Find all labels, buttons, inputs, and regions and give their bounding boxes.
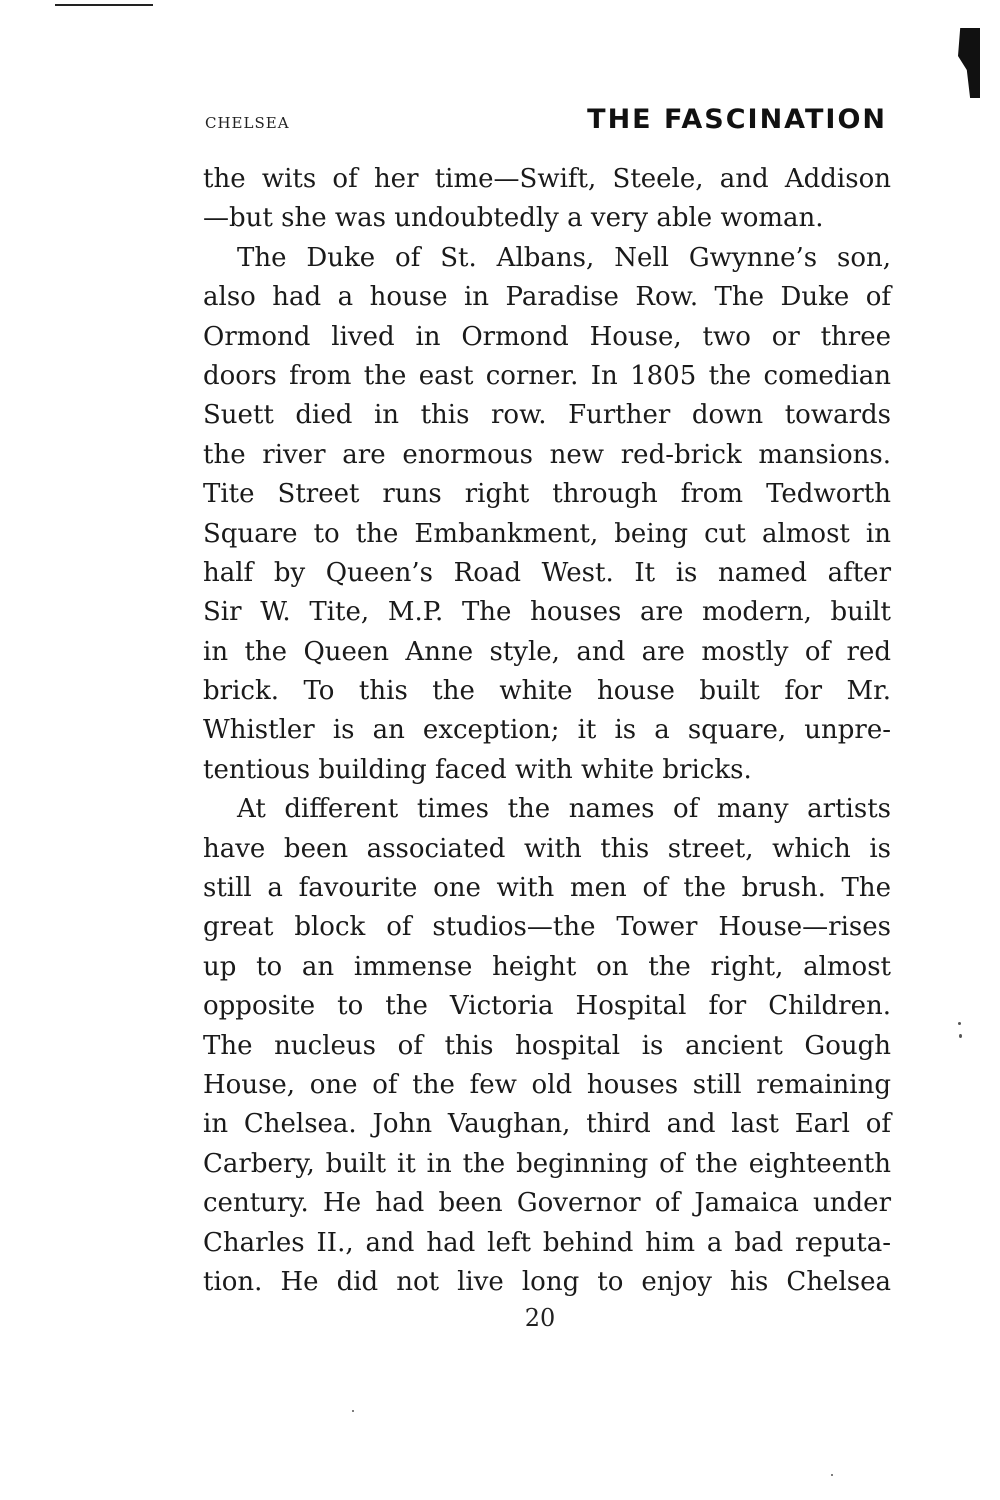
text-line: opposite to the Victoria Hospital for Children. — [203, 991, 891, 1022]
text-line: —but she was undoubtedly a very able woman. — [203, 203, 824, 234]
text-line: Ormond lived in Ormond House, two or three — [203, 321, 891, 352]
text-line: Charles II., and had left behind him a bad reputa- — [203, 1227, 891, 1258]
text-line: House, one of the few old houses still remaining — [203, 1069, 891, 1100]
text-line: doors from the east corner. In 1805 the comedian — [203, 360, 891, 391]
text-line: brick. To this the white house built for Mr. — [203, 676, 891, 707]
text-line: tion. He did not live long to enjoy his Chelsea — [203, 1266, 891, 1297]
text-line: half by Queen’s Road West. It is named after — [203, 557, 891, 588]
text-line: the river are enormous new red-brick mansions. — [203, 439, 891, 470]
text-line: The Duke of St. Albans, Nell Gwynne’s son, — [237, 242, 891, 273]
text-line: in Chelsea. John Vaughan, third and last Earl of — [203, 1109, 891, 1140]
text-line: Suett died in this row. Further down towards — [203, 400, 891, 431]
page-heading: THE FASCINATION — [587, 104, 887, 135]
text-line: in the Queen Anne style, and are mostly of red — [203, 636, 891, 667]
text-line: tentious building faced with white bricks. — [203, 754, 752, 785]
text-line: Carbery, built it in the beginning of the eighteenth — [203, 1148, 891, 1179]
text-line: up to an immense height on the right, almost — [203, 951, 891, 982]
text-line: Whistler is an exception; it is a square, unpre- — [203, 715, 891, 746]
text-line: great block of studios—the Tower House—rises — [203, 912, 891, 943]
margin-speck — [958, 1022, 961, 1025]
text-line: Sir W. Tite, M.P. The houses are modern, built — [203, 597, 891, 628]
text-line: Square to the Embankment, being cut almost in — [203, 518, 891, 549]
margin-speck — [831, 1474, 833, 1476]
margin-speck — [352, 1410, 354, 1412]
top-left-rule — [55, 4, 153, 6]
text-line: century. He had been Governor of Jamaica under — [203, 1188, 891, 1219]
text-line: The nucleus of this hospital is ancient Gough — [203, 1030, 891, 1061]
text-line: also had a house in Paradise Row. The Duke of — [203, 282, 891, 313]
running-head — [205, 104, 895, 144]
text-line: the wits of her time—Swift, Steele, and Addison — [203, 164, 891, 194]
margin-speck — [959, 1034, 962, 1038]
body-text — [203, 160, 891, 1302]
text-line: have been associated with this street, which is — [203, 833, 891, 864]
text-line: Tite Street runs right through from Tedworth — [203, 479, 891, 510]
text-line: still a favourite one with men of the brush. The — [203, 873, 891, 904]
text-line: At different times the names of many artists — [237, 794, 891, 825]
section-label: CHELSEA — [205, 114, 290, 132]
page-edge-mark — [958, 28, 980, 98]
page-number: 20 — [524, 1304, 556, 1332]
